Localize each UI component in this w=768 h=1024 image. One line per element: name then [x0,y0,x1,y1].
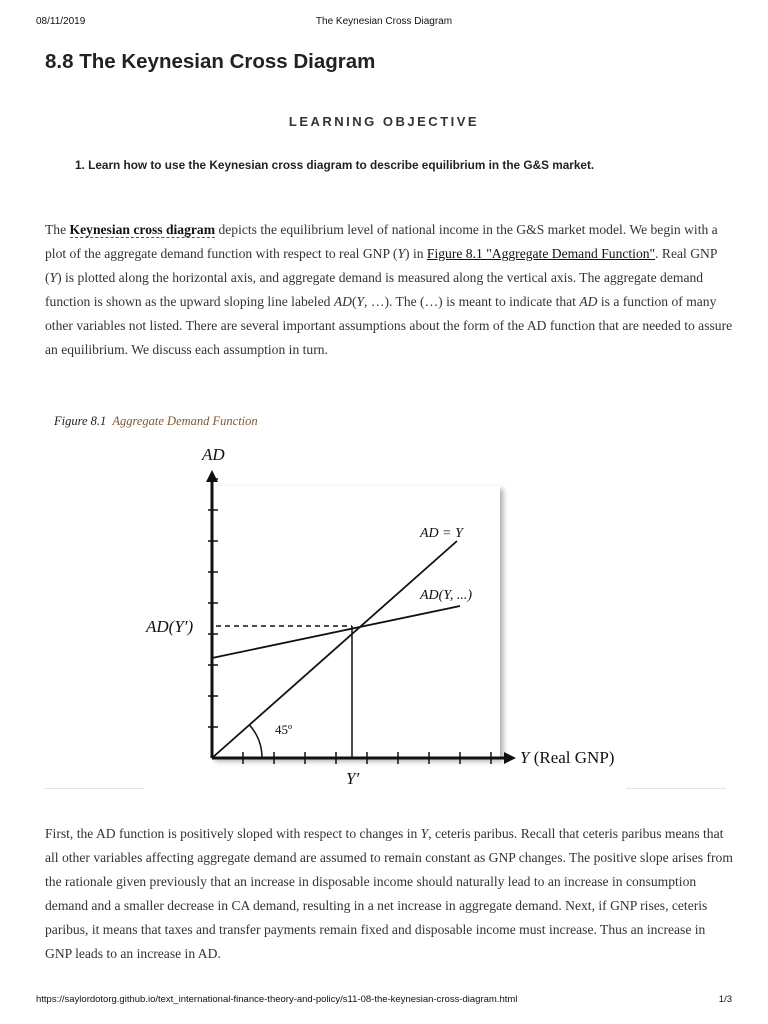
y-axis-arrow-icon [206,470,218,482]
assumption-paragraph [45,822,735,966]
variable-ad: AD [579,294,598,309]
text-run: ) in [405,246,427,261]
y-axis-label: AD [202,445,225,464]
page-title: 8.8 The Keynesian Cross Diagram [45,50,376,73]
text-run: is a function of many other variables not listed. There are several important assumptions about the form of the AD function that are needed to assure an equilibrium. We discuss each assumption in turn. [45,294,733,357]
figure-link[interactable]: Figure 8.1 "Aggregate Demand Function" [426,246,656,261]
print-title: The Keynesian Cross Diagram [315,16,453,27]
variable-ad: AD [333,294,352,309]
x-axis-label [520,748,614,767]
figure-name: Aggregate Demand Function [112,414,258,428]
learning-objective-heading: LEARNING OBJECTIVE [288,114,480,129]
angle-label: 45º [275,722,293,737]
text-run: , …) [364,294,389,309]
x-axis-arrow-icon [504,752,516,764]
intro-paragraph [45,218,735,362]
variable-y: Y [397,246,406,261]
text-run: ( [351,294,357,309]
figure-number: Figure 8.1 [54,414,107,428]
print-header [0,16,768,30]
text-run: , ceteris paribus. Recall that ceteris paribus means that all other variables affecting aggregate demand are assumed to remain constant as GNP changes. The positive slope arises from the rationale given previously that an increase in disposable income should naturally lead to an increase in consumption demand and a smaller decrease in CA demand, resulting in a net increase in aggregate demand. Next, if GNP rises, ceteris paribus, it means that taxes and transfer payments remain fixed and disposable income must increase. Thus an increase in GNP leads to an increase in AD. [45,826,733,961]
glossary-term-link[interactable]: Keynesian cross diagram [69,222,216,237]
text-run: The [45,222,70,237]
learning-objective-item: 1. Learn how to use the Keynesian cross diagram to describe equilibrium in the G&S market. [75,158,595,172]
equilibrium-ad-label: AD(Y′) [146,617,194,636]
equilibrium-y-label: Y′ [346,769,360,788]
print-date: 08/11/2019 [36,16,86,27]
text-run: . The (…) is meant to indicate that [388,294,580,309]
page-number: 1/3 [718,994,732,1005]
divider-left [44,788,144,789]
x-axis-label-rest: (Real GNP) [529,748,615,767]
source-url: https://saylordotorg.github.io/text_international-finance-theory-and-policy/s11-08-the-keynesian-cross-diagram.html [36,994,518,1005]
keynesian-cross-diagram [130,440,650,790]
variable-y: Y [420,826,429,841]
variable-y: Y [49,270,58,285]
line-45-label: AD = Y [420,526,463,541]
divider-right [626,788,726,789]
text-run: depicts the equilibrium level of national income in the G&S market model. We begin with a plot of the aggregate demand function with respect to real GNP ( [45,222,718,261]
variable-y: Y [356,294,365,309]
text-run: ) is plotted along the horizontal axis, and aggregate demand is measured along the vertical axis. The aggregate demand function is shown as the upward sloping line labeled [45,270,704,309]
text-run: First, the AD function is positively sloped with respect to changes in [45,826,421,841]
x-axis-label-var: Y [520,748,530,767]
text-run: . Real GNP ( [45,246,717,285]
line-ad-label: AD(Y, ...) [420,588,472,603]
figure-caption [54,414,258,429]
